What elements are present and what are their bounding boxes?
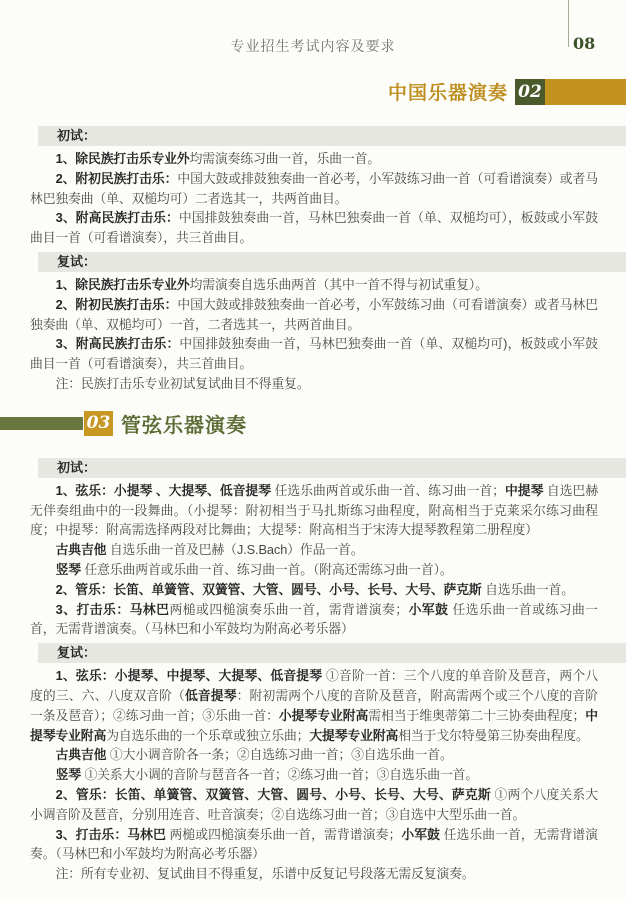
preliminary-test-label: 初试： bbox=[38, 126, 626, 146]
retest-label: 复试： bbox=[38, 643, 626, 663]
paragraph: 3、附高民族打击乐：中国排鼓独奏曲一首，马林巴独奏曲一首（单、双槌均可），板鼓或小军鼓曲目一首（可看谱演奏），共三首曲目。 bbox=[30, 210, 598, 246]
page-number: 08 bbox=[573, 34, 596, 53]
paragraph: 3、打击乐：马林巴 两槌或四槌演奏乐曲一首，需背谱演奏；小军鼓 任选乐曲一首，无需背谱演奏。（马林巴和小军鼓均为附高必考乐器） bbox=[30, 826, 599, 862]
header-divider-line bbox=[568, 0, 569, 47]
preliminary-test-label: 初试： bbox=[38, 458, 626, 478]
section-02-banner-bar bbox=[545, 79, 626, 105]
retest-label: 复试： bbox=[38, 252, 626, 272]
paragraph: 竖琴 ①关系大小调的音阶与琶音各一首；②练习曲一首；③自选乐曲一首。 bbox=[55, 767, 479, 783]
note: 注：民族打击乐专业初试复试曲目不得重复。 bbox=[55, 375, 310, 391]
paragraph: 2、附初民族打击乐：中国大鼓或排鼓独奏曲一首必考，小军鼓练习曲一首（可看谱演奏）或者马林巴独奏曲（单、双槌均可）二者选其一，共两首曲目。 bbox=[30, 170, 598, 206]
paragraph: 古典吉他 ①大小调音阶各一条；②自选练习曲一首；③自选乐曲一首。 bbox=[55, 747, 453, 763]
paragraph: 1、弦乐：小提琴、中提琴、大提琴、低音提琴 ①音阶一首：三个八度的单音阶及琶音，两个八度的三、六、八度双音阶（低音提琴：附初需两个八度的音阶及琶音，附高需两个或三个八度的音阶一条及琶音）；②练习曲一首；③乐曲一首：小提琴专业附高需相当于维奥蒂第二十三协奏曲程度；中提琴专业附高为自选乐曲的一个乐章或独立乐曲；大提琴专业附高相当于戈尔特曼第三协奏曲程度。 bbox=[30, 668, 598, 743]
paragraph: 3、打击乐：马林巴两槌或四槌演奏乐曲一首，需背谱演奏；小军鼓 任选乐曲一首或练习曲一首，无需背谱演奏。（马林巴和小军鼓均为附高必考乐器） bbox=[30, 601, 598, 637]
section-02-banner bbox=[0, 78, 626, 105]
paragraph: 1、除民族打击乐专业外均需演奏练习曲一首，乐曲一首。 bbox=[55, 151, 381, 166]
section-03-content bbox=[0, 458, 626, 884]
page-header-title: 专业招生考试内容及要求 bbox=[230, 38, 396, 54]
section-03-title: 管弦乐器演奏 bbox=[121, 412, 247, 437]
section-03-retest-block bbox=[30, 643, 598, 884]
paragraph: 3、附高民族打击乐：中国排鼓独奏曲一首，马林巴独奏曲一首（单、双槌均可)，板鼓或小军鼓曲目一首（可看谱演奏），共三首曲目。 bbox=[30, 336, 598, 372]
paragraph: 竖琴 任意乐曲两首或乐曲一首、练习曲一首。（附高还需练习曲一首）。 bbox=[55, 561, 453, 577]
paragraph: 2、附初民族打击乐：中国大鼓或排鼓独奏曲一首必考，小军鼓练习曲（可看谱演奏）或者马林巴独奏曲（单、双槌均可）一首，二者选其一，共两首曲目。 bbox=[30, 296, 598, 332]
paragraph: 1、除民族打击乐专业外均需演奏自选乐曲两首（其中一首不得与初试重复）。 bbox=[55, 276, 488, 292]
section-03-number-badge: 03 bbox=[84, 411, 113, 436]
paragraph: 2、管乐：长笛、单簧管、双簧管、大管、圆号、小号、长号、大号、萨克斯 自选乐曲一首。 bbox=[55, 581, 574, 597]
section-02-preliminary-block bbox=[30, 126, 598, 248]
paragraph: 2、管乐：长笛、单簧管、双簧管、大管、圆号、小号、长号、大号、萨克斯 ①两个八度关系大小调音阶及琶音，分别用连音、吐音演奏；②自选练习曲一首；③自选中大型乐曲一首。 bbox=[30, 786, 599, 822]
section-03-banner bbox=[0, 410, 626, 437]
paragraph: 1、弦乐：小提琴 、大提琴、低音提琴 任选乐曲两首或乐曲一首、练习曲一首；中提琴 自选巴赫无伴奏组曲中的一段舞曲。（小提琴：附初相当于马扎斯练习曲程度，附高相当于克莱采尔练习曲程度；中提琴：附高需选择两段对比舞曲；大提琴：附高相当于宋涛大提琴教程第二册程度） bbox=[30, 482, 599, 538]
section-02-title: 中国乐器演奏 bbox=[387, 82, 508, 104]
paragraph: 古典吉他 自选乐曲一首及巴赫（J.S.Bach）作品一首。 bbox=[55, 542, 364, 558]
section-02-number-badge: 02 bbox=[515, 79, 545, 105]
section-02-content bbox=[0, 126, 626, 394]
section-02-retest-block bbox=[30, 252, 598, 394]
section-03-preliminary-block bbox=[30, 458, 598, 639]
page-header bbox=[0, 0, 626, 56]
section-03-banner-bar bbox=[0, 417, 83, 430]
note: 注：所有专业初、复试曲目不得重复，乐谱中反复记号段落无需反复演奏。 bbox=[55, 866, 475, 882]
